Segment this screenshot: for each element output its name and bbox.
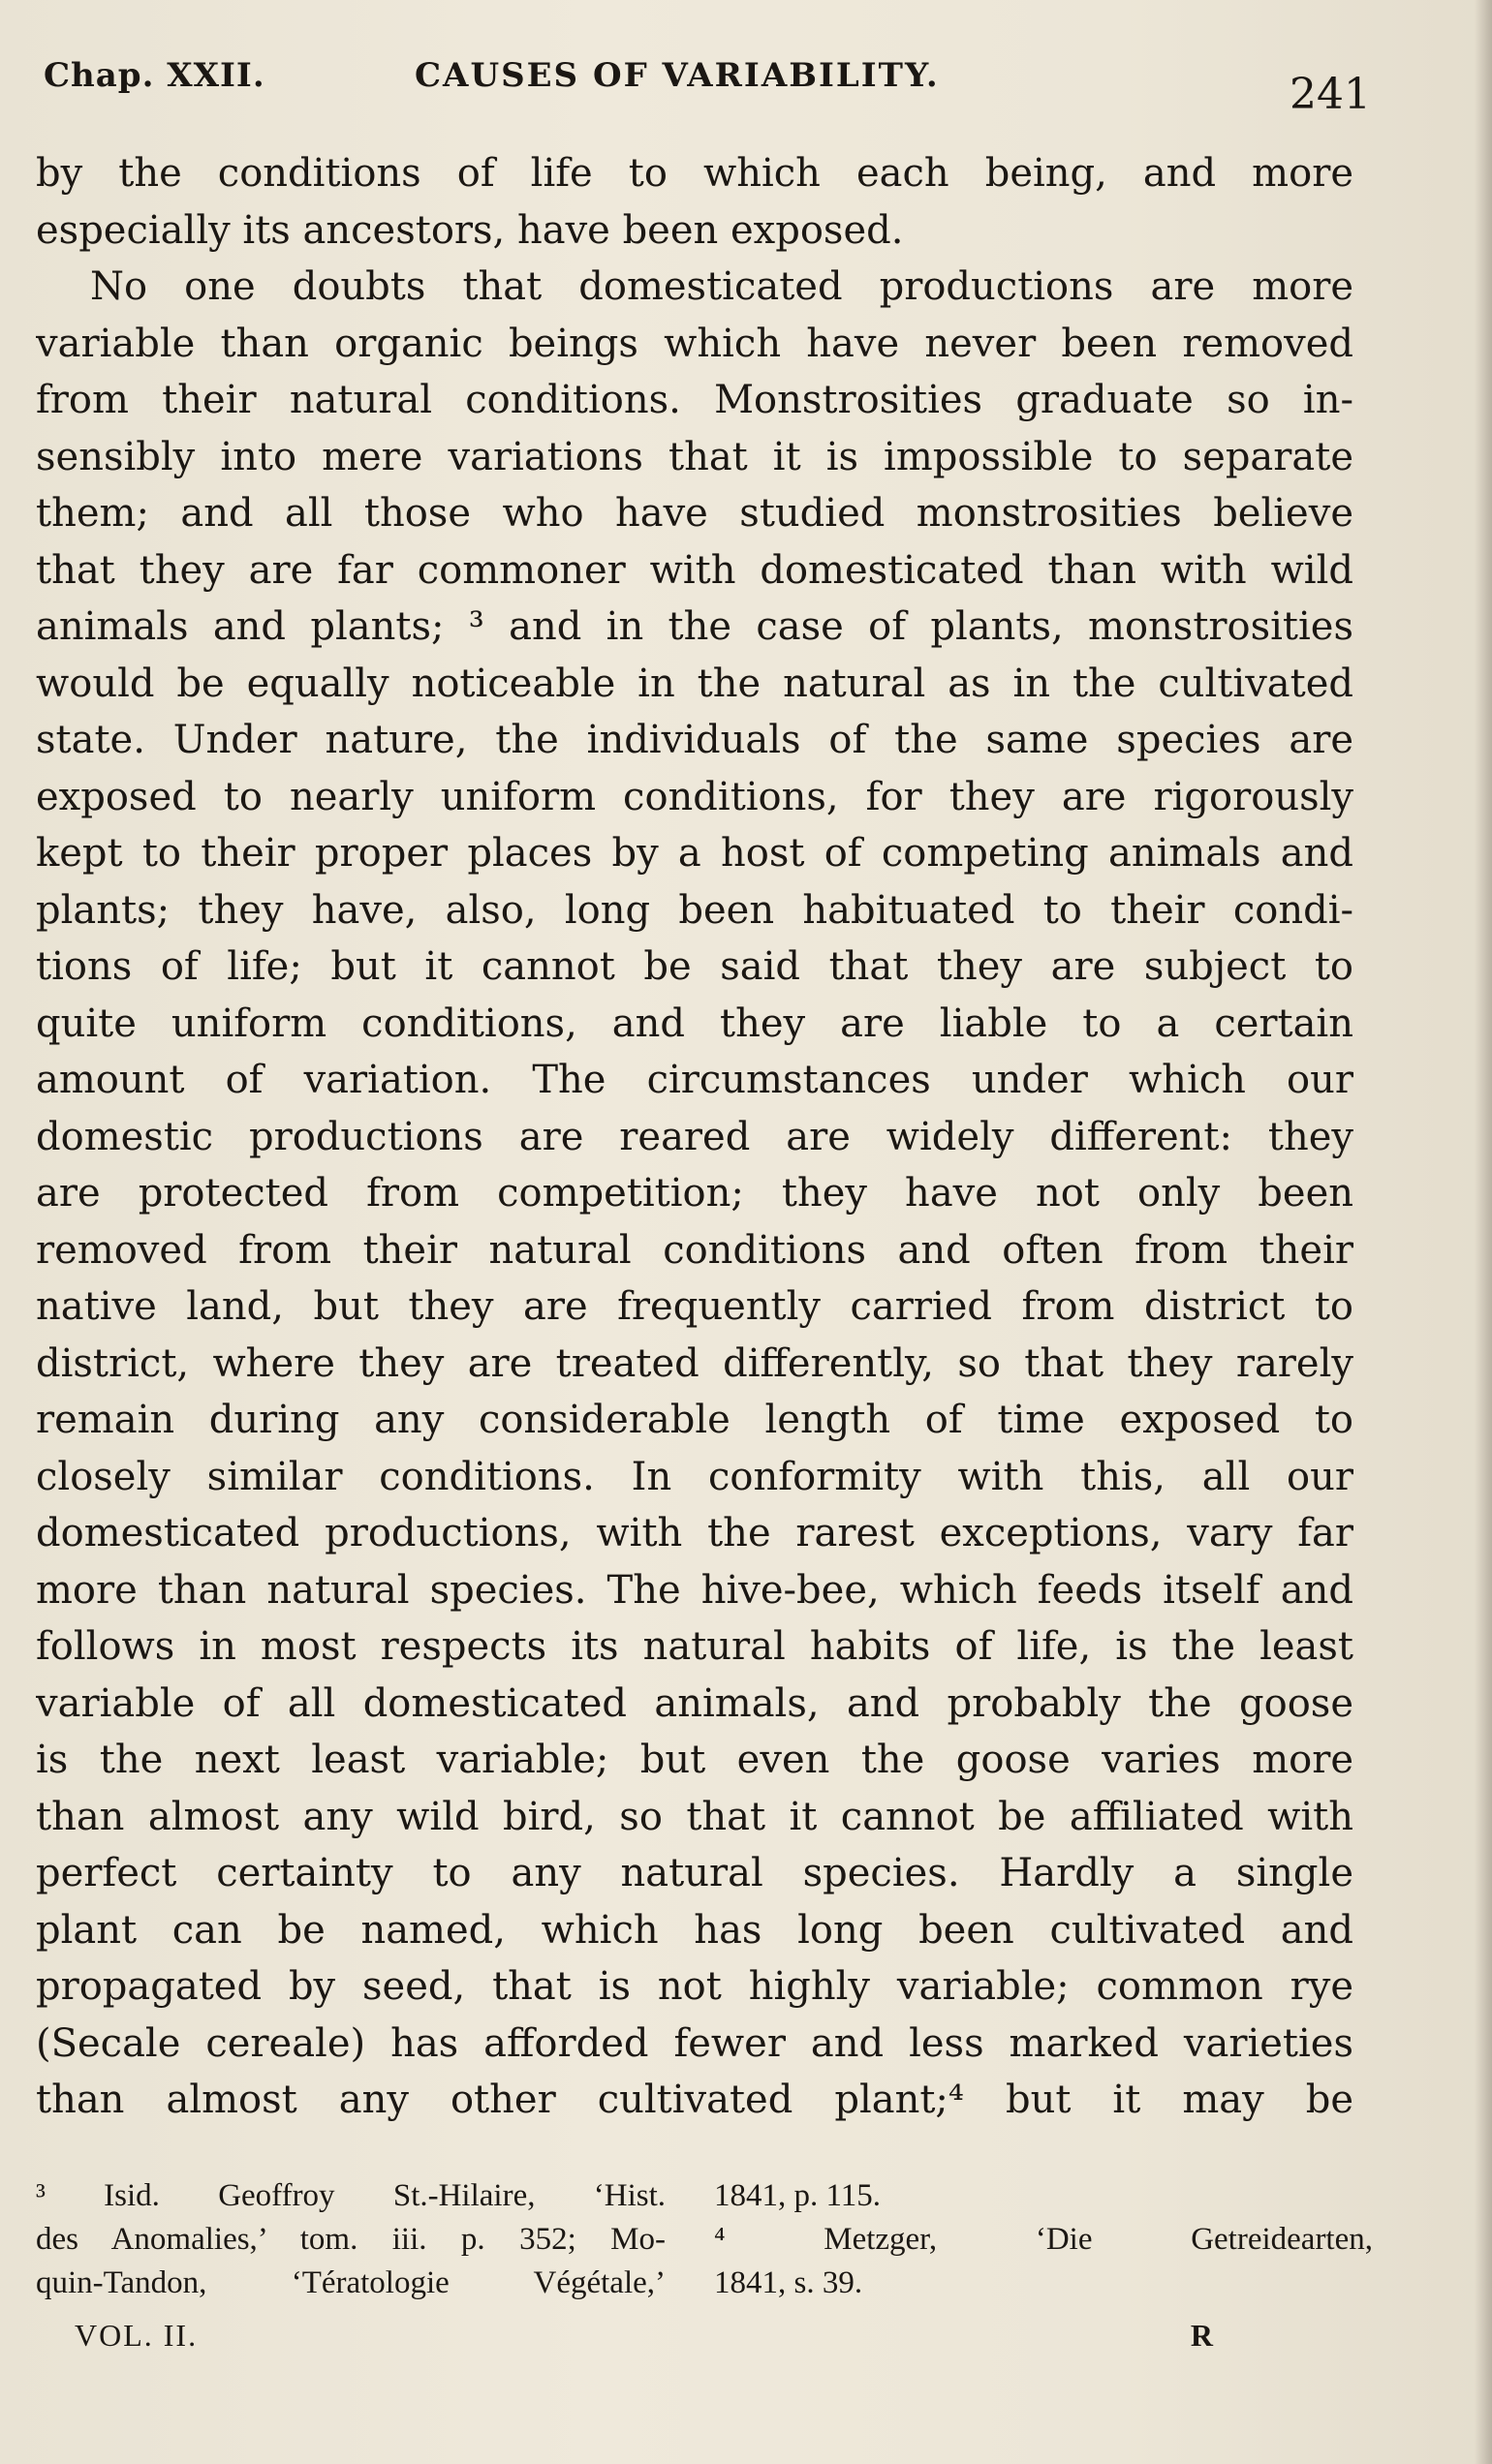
- text-line: tions of life; but it cannot be said that they are subject to: [36, 944, 1353, 989]
- text-line: district, where they are treated differently, so that they rarely: [36, 1340, 1353, 1386]
- text-line: is the next least variable; but even the goose varies more: [36, 1738, 1353, 1782]
- text-line: native land, but they are frequently carried from district to: [36, 1284, 1353, 1329]
- running-title: CAUSES OF VARIABILITY.: [415, 56, 940, 95]
- text-line: exposed to nearly uniform conditions, for they are rigorously: [36, 774, 1353, 819]
- text-line: sensibly into mere variations that it is impossible to separate: [36, 434, 1353, 479]
- footnote-line: des Anomalies,’ tom. iii. p. 352; Mo-: [36, 2222, 666, 2257]
- text-line: variable of all domesticated animals, and probably the goose: [36, 1680, 1353, 1726]
- footnote-line: ³ Isid. Geoffroy St.-Hilaire, ‘Hist.: [36, 2178, 666, 2213]
- volume-label: VOL. II.: [75, 2318, 199, 2353]
- text-line: by the conditions of life to which each being, and more: [36, 151, 1353, 196]
- text-line: that they are far commoner with domesticated than with wild: [36, 547, 1353, 593]
- text-line: them; and all those who have studied monstrosities believe: [36, 491, 1353, 536]
- text-line: plant can be named, which has long been cultivated and: [36, 1907, 1353, 1953]
- text-line: follows in most respects its natural habits of life, is the least: [36, 1624, 1353, 1669]
- text-line: variable than organic beings which have never been removed: [36, 321, 1353, 366]
- text-line: than almost any wild bird, so that it cannot be affiliated with: [36, 1794, 1353, 1839]
- footnote-column-right: [714, 2174, 1373, 2305]
- running-header: [44, 56, 1371, 124]
- text-line: would be equally noticeable in the natural as in the cultivated: [36, 661, 1353, 706]
- text-line: than almost any other cultivated plant;⁴ but it may be: [36, 2078, 1353, 2122]
- text-line: remain during any considerable length of time exposed to: [36, 1398, 1353, 1442]
- footnote-line: quin-Tandon, ‘Tératologie Végétale,’: [36, 2265, 666, 2300]
- page-footer: [75, 2318, 1213, 2366]
- text-line: are protected from competition; they have not only been: [36, 1171, 1353, 1216]
- text-line: state. Under nature, the individuals of the same species are: [36, 718, 1353, 762]
- footnote-line: ⁴ Metzger, ‘Die Getreidearten,: [714, 2222, 1373, 2257]
- chapter-label: Chap. XXII.: [44, 56, 265, 95]
- text-line: (Secale cereale) has afforded fewer and less marked varieties: [36, 2020, 1353, 2066]
- text-line: plants; they have, also, long been habituated to their condi-: [36, 887, 1353, 933]
- text-line: animals and plants; ³ and in the case of plants, monstrosities: [36, 604, 1353, 649]
- footnote-column-left: [36, 2174, 666, 2305]
- text-line: more than natural species. The hive-bee, which feeds itself and: [36, 1567, 1353, 1613]
- footnote-line: 1841, p. 115.: [714, 2178, 882, 2213]
- page-edge-shadow: [1475, 0, 1492, 2464]
- footnote-line: 1841, s. 39.: [714, 2265, 863, 2300]
- body-text: [36, 145, 1353, 2129]
- text-line: kept to their proper places by a host of competing animals and: [36, 831, 1353, 876]
- text-line: No one doubts that domesticated productions are more: [90, 264, 1353, 309]
- page-number: 241: [1290, 70, 1371, 119]
- text-line: closely similar conditions. In conformity with this, all our: [36, 1454, 1353, 1499]
- text-line: domestic productions are reared are widely different: they: [36, 1114, 1353, 1159]
- text-line: amount of variation. The circumstances under which our: [36, 1058, 1353, 1102]
- text-line: perfect certainty to any natural species. Hardly a single: [36, 1851, 1353, 1895]
- signature-mark: R: [1190, 2318, 1213, 2353]
- text-line: removed from their natural conditions and often from their: [36, 1227, 1353, 1273]
- text-line: propagated by seed, that is not highly variable; common rye: [36, 1964, 1353, 2009]
- text-line: especially its ancestors, have been exposed.: [36, 207, 904, 253]
- text-line: domesticated productions, with the rarest exceptions, vary far: [36, 1511, 1353, 1555]
- text-line: from their natural conditions. Monstrosities graduate so in-: [36, 378, 1353, 422]
- text-line: quite uniform conditions, and they are liable to a certain: [36, 1001, 1353, 1046]
